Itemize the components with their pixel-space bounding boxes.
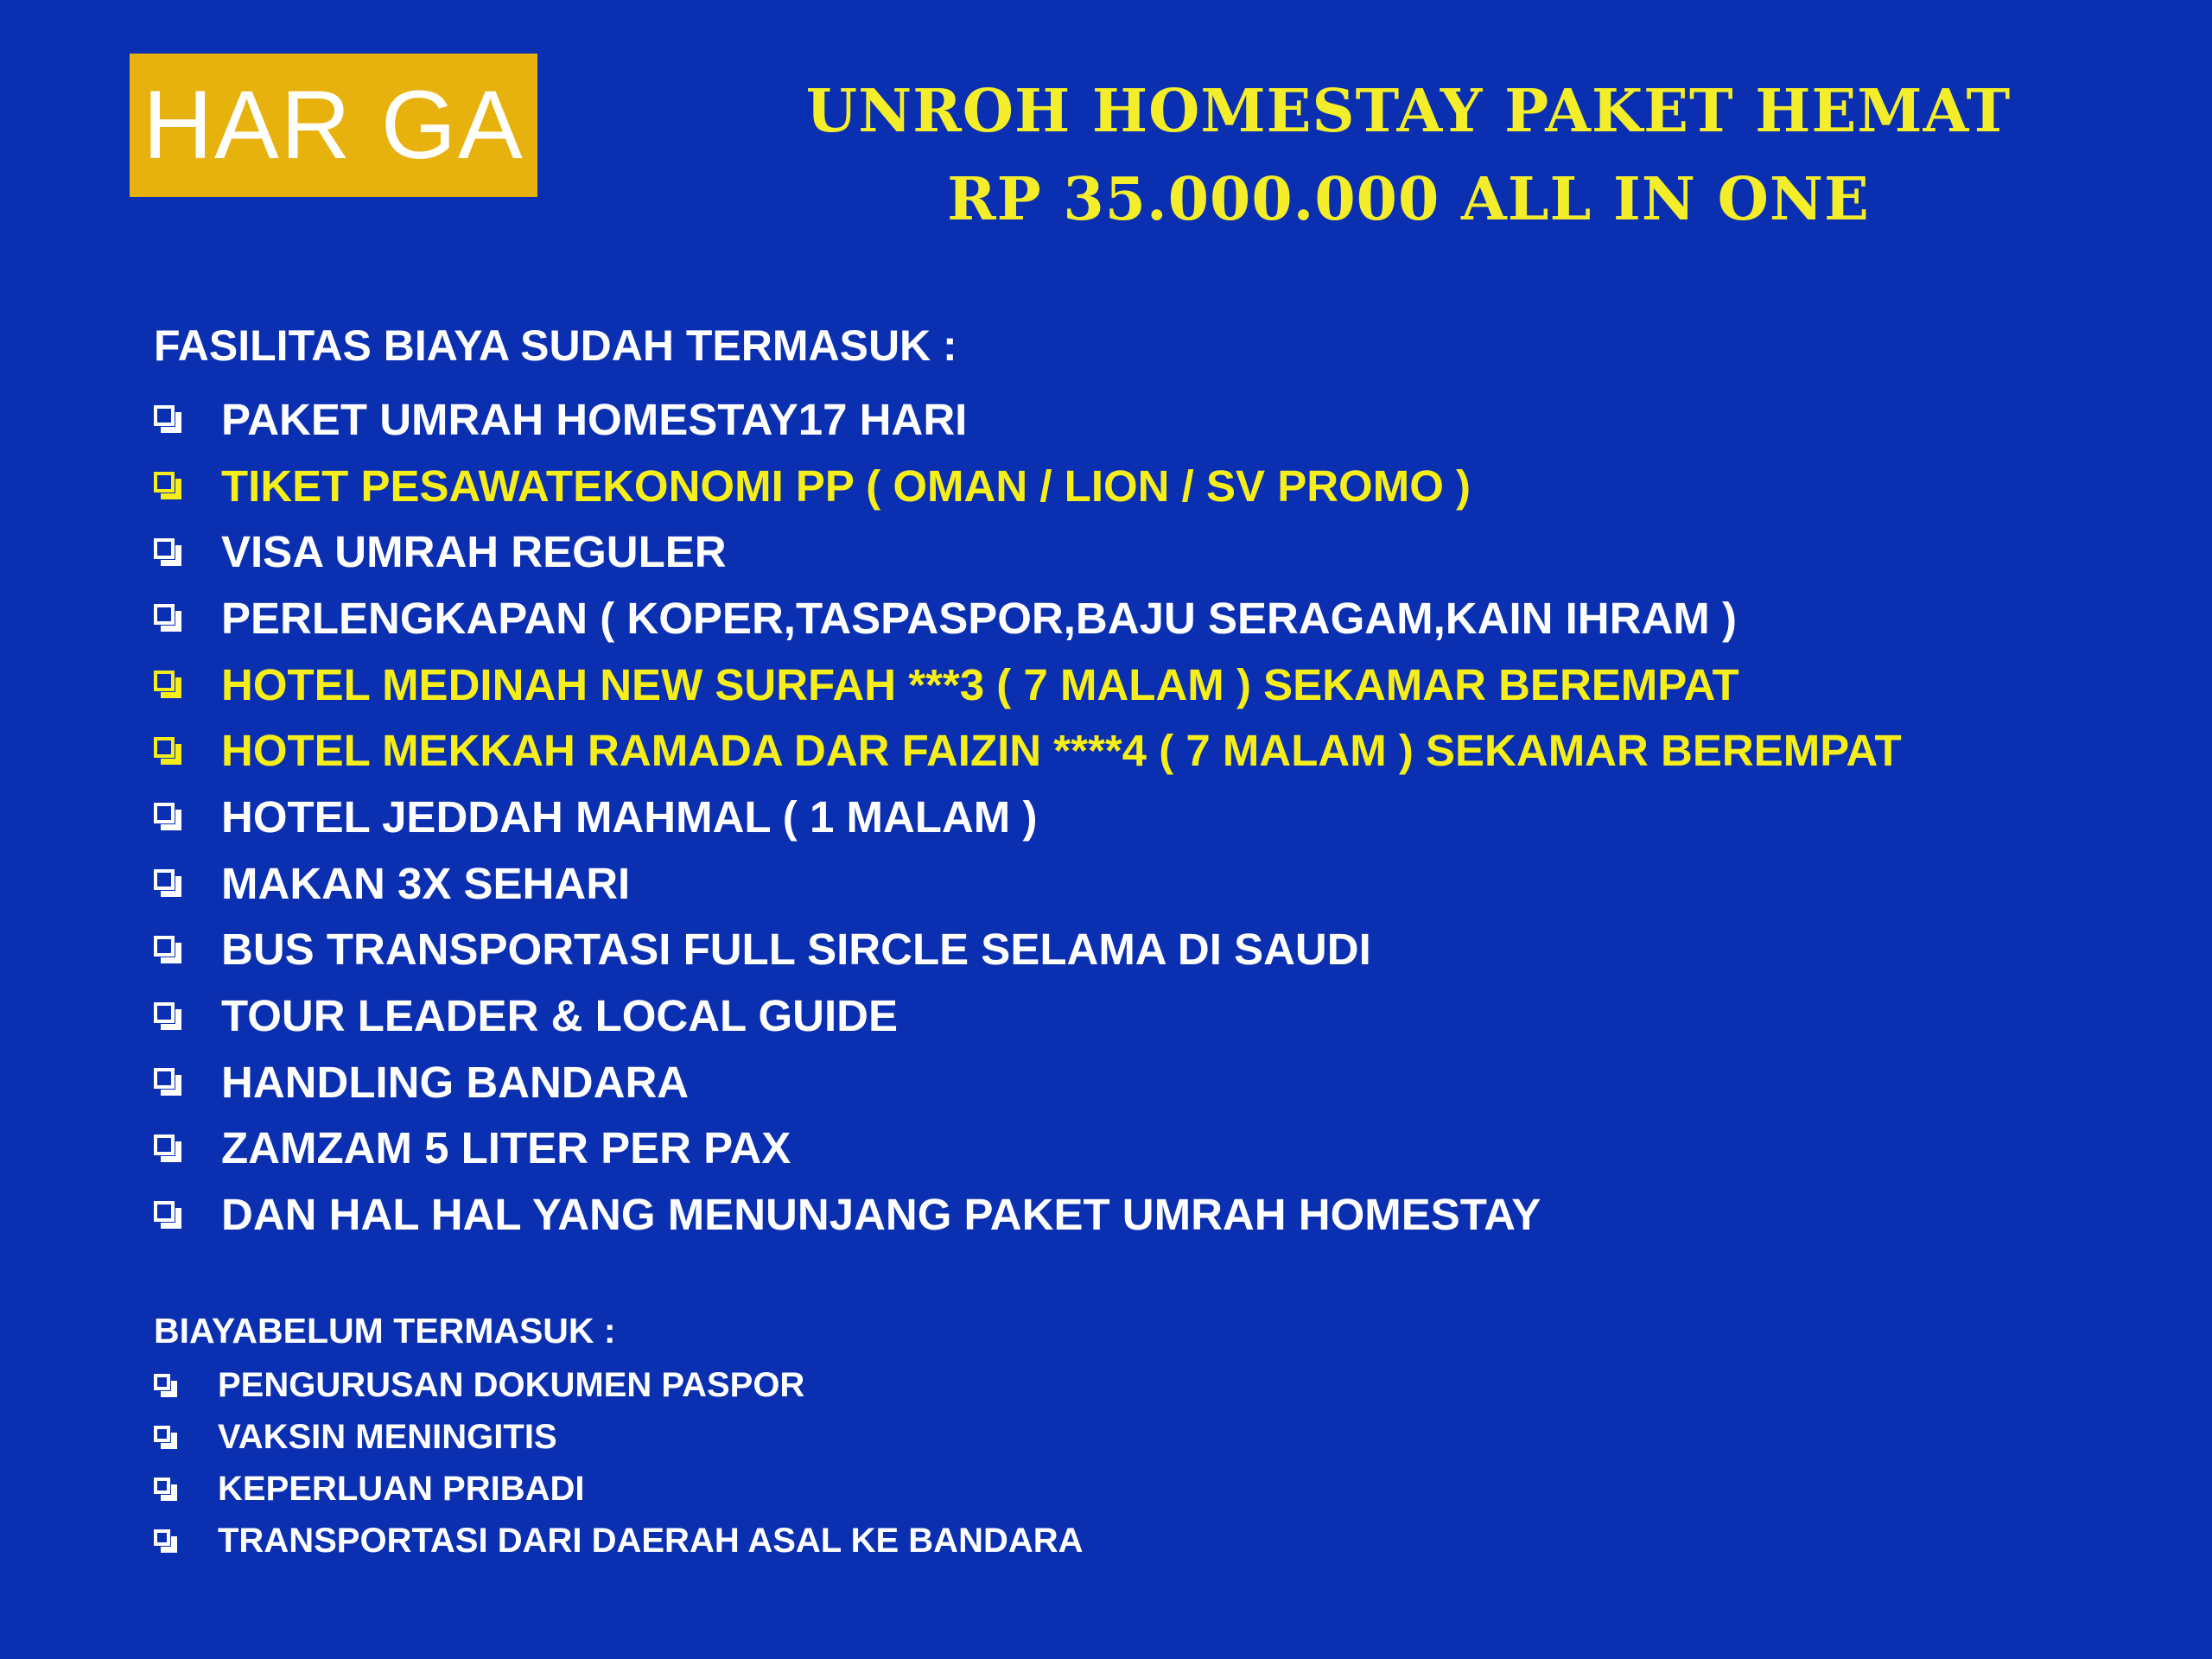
checkbox-icon bbox=[154, 1068, 181, 1096]
list-item-label: BUS TRANSPORTASI FULL SIRCLE SELAMA DI SAUDI bbox=[221, 925, 1371, 975]
list-item bbox=[154, 652, 1902, 718]
price-badge-label: HAR GA bbox=[143, 71, 524, 179]
list-item bbox=[154, 453, 1902, 519]
list-item-label: TOUR LEADER & LOCAL GUIDE bbox=[221, 991, 898, 1041]
checkbox-icon bbox=[154, 671, 181, 698]
list-item bbox=[154, 717, 1902, 784]
list-item-label: DAN HAL HAL YANG MENUNJANG PAKET UMRAH HOMESTAY bbox=[221, 1190, 1541, 1240]
checkbox-icon bbox=[154, 1426, 177, 1449]
list-item-label: KEPERLUAN PRIBADI bbox=[218, 1469, 585, 1508]
list-item bbox=[154, 1463, 1084, 1515]
checkbox-icon bbox=[154, 604, 181, 632]
checkbox-icon bbox=[154, 405, 181, 433]
list-item-label: TRANSPORTASI DARI DAERAH ASAL KE BANDARA bbox=[218, 1521, 1084, 1560]
checkbox-icon bbox=[154, 1374, 177, 1397]
price-badge bbox=[130, 54, 537, 197]
list-item-label: HOTEL MEDINAH NEW SURFAH ***3 ( 7 MALAM ) SEKAMAR BEREMPAT bbox=[221, 659, 1739, 709]
list-item-label: PENGURUSAN DOKUMEN PASPOR bbox=[218, 1365, 805, 1404]
list-item bbox=[154, 1049, 1902, 1116]
list-item-label: HOTEL MEKKAH RAMADA DAR FAIZIN ****4 ( 7 MALAM ) SEKAMAR BEREMPAT bbox=[221, 726, 1902, 776]
list-item-label: TIKET PESAWATEKONOMI PP ( OMAN / LION / SV PROMO ) bbox=[221, 461, 1471, 511]
list-item bbox=[154, 917, 1902, 983]
checkbox-icon bbox=[154, 1201, 181, 1229]
excluded-list bbox=[154, 1359, 1084, 1567]
checkbox-icon bbox=[154, 803, 181, 830]
headline-price: RP 35.000.000 ALL IN ONE bbox=[947, 165, 1870, 234]
list-item bbox=[154, 386, 1902, 453]
list-item-label: HOTEL JEDDAH MAHMAL ( 1 MALAM ) bbox=[221, 791, 1038, 842]
checkbox-icon bbox=[154, 936, 181, 963]
included-list bbox=[154, 386, 1902, 1248]
list-item bbox=[154, 850, 1902, 917]
list-item-label: VISA UMRAH REGULER bbox=[221, 527, 727, 577]
excluded-section-title: BIAYABELUM TERMASUK : bbox=[154, 1311, 616, 1351]
list-item-label: PAKET UMRAH HOMESTAY17 HARI bbox=[221, 394, 968, 444]
checkbox-icon bbox=[154, 472, 181, 499]
list-item-label: VAKSIN MENINGITIS bbox=[218, 1417, 557, 1456]
checkbox-icon bbox=[154, 1478, 177, 1501]
list-item bbox=[154, 784, 1902, 850]
checkbox-icon bbox=[154, 1529, 177, 1553]
checkbox-icon bbox=[154, 869, 181, 897]
list-item bbox=[154, 585, 1902, 652]
list-item bbox=[154, 518, 1902, 585]
checkbox-icon bbox=[154, 1002, 181, 1030]
list-item bbox=[154, 1515, 1084, 1567]
list-item-label: ZAMZAM 5 LITER PER PAX bbox=[221, 1123, 791, 1173]
headline-package-name: UNROH HOMESTAY PAKET HEMAT bbox=[805, 77, 2012, 146]
list-item-label: MAKAN 3X SEHARI bbox=[221, 858, 631, 908]
list-item bbox=[154, 1116, 1902, 1182]
list-item-label: HANDLING BANDARA bbox=[221, 1057, 690, 1107]
list-item bbox=[154, 1181, 1902, 1248]
list-item bbox=[154, 982, 1902, 1049]
headline bbox=[778, 67, 2039, 244]
list-item-label: PERLENGKAPAN ( KOPER,TASPASPOR,BAJU SERAGAM,KAIN IHRAM ) bbox=[221, 593, 1737, 643]
included-section-title: FASILITAS BIAYA SUDAH TERMASUK : bbox=[154, 321, 957, 370]
checkbox-icon bbox=[154, 538, 181, 566]
checkbox-icon bbox=[154, 1135, 181, 1162]
list-item bbox=[154, 1359, 1084, 1411]
checkbox-icon bbox=[154, 737, 181, 765]
list-item bbox=[154, 1411, 1084, 1463]
